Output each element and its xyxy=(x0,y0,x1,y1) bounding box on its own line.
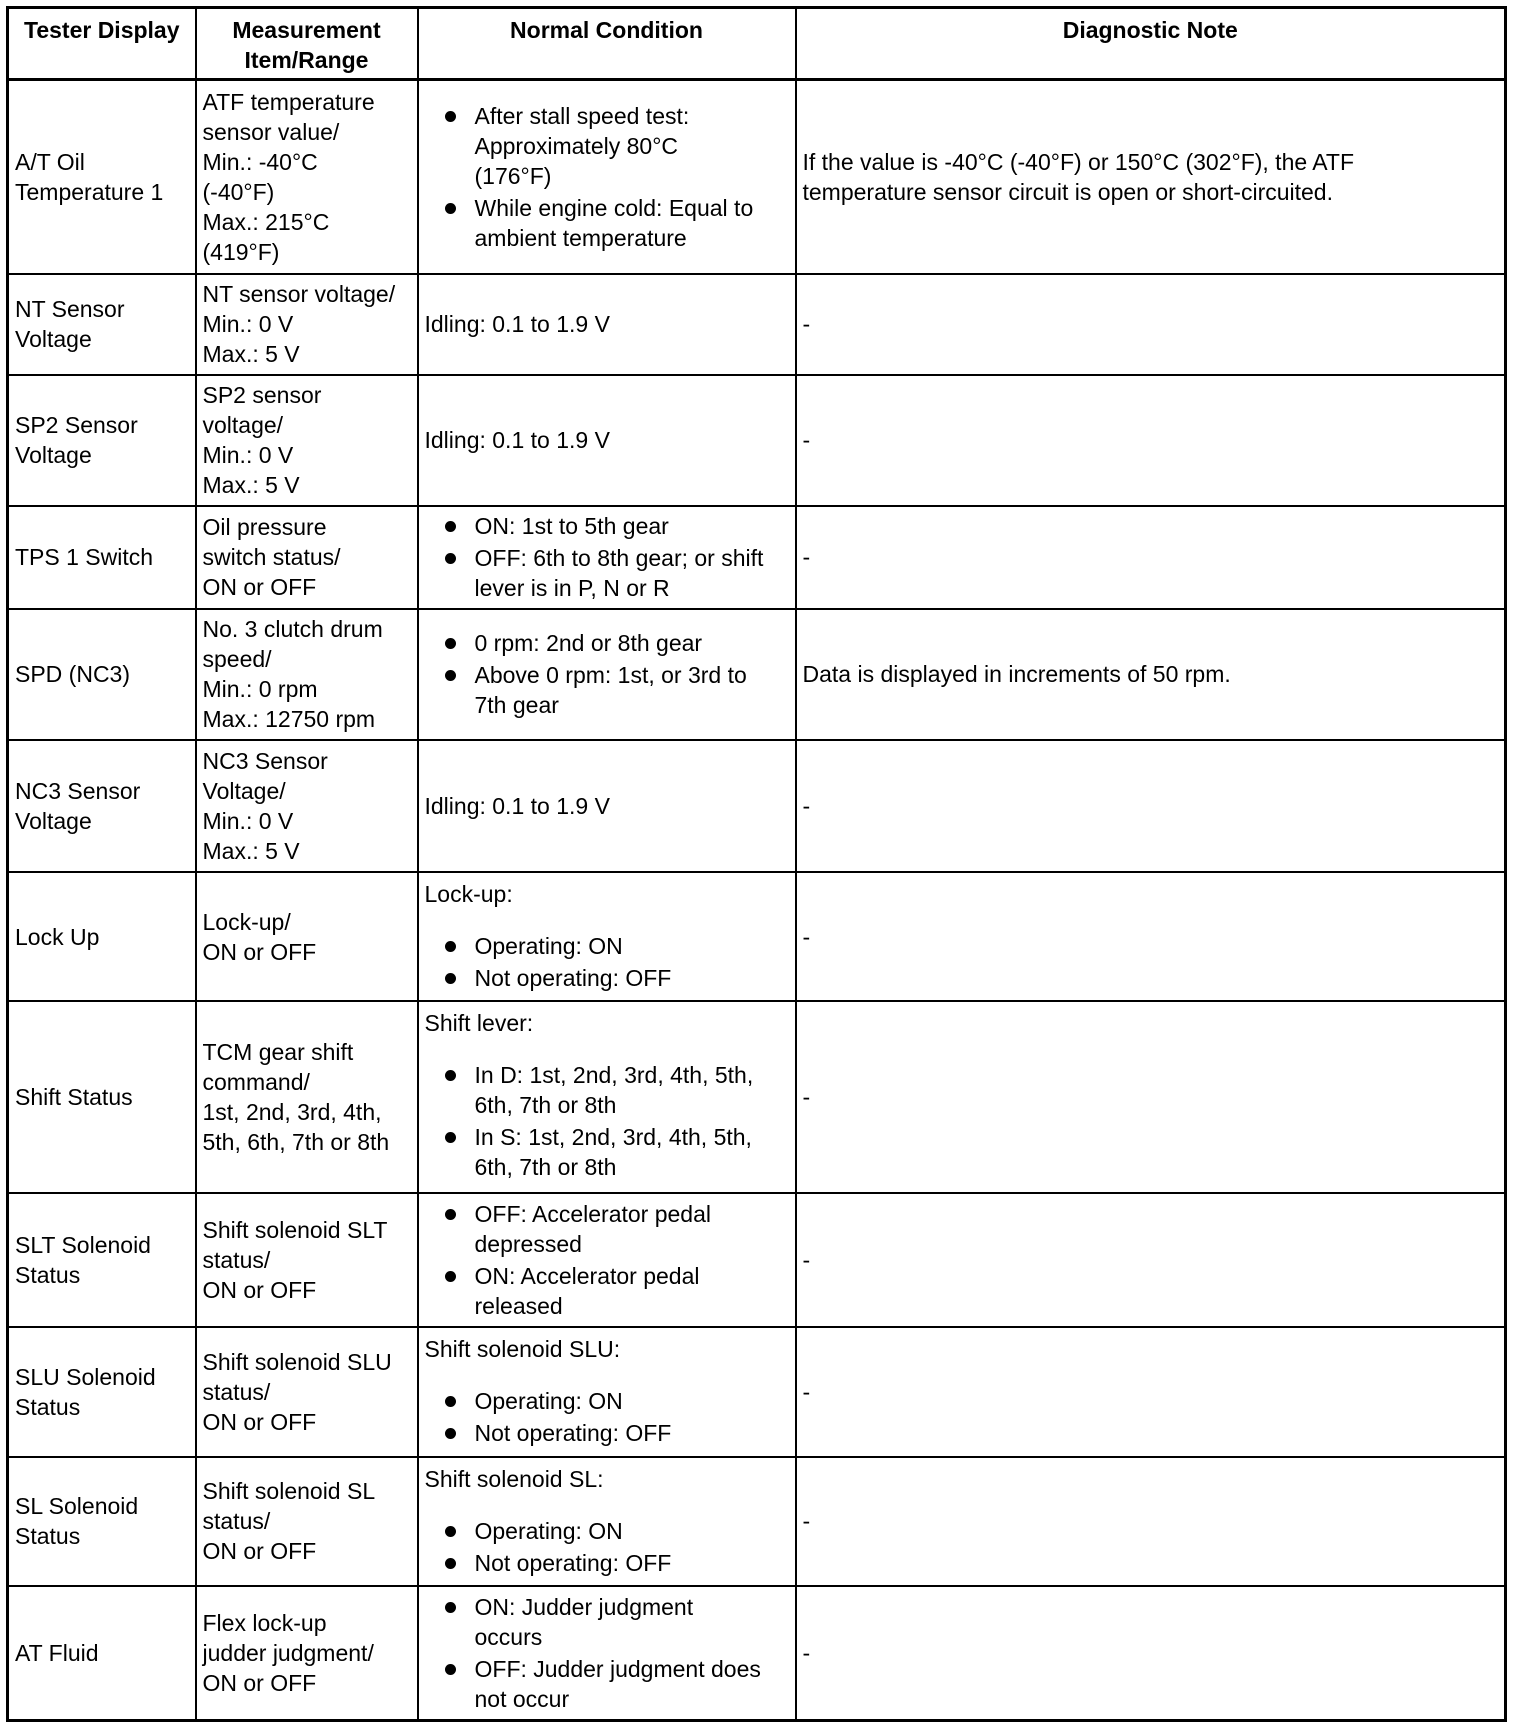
diagnostic-note-cell: - xyxy=(796,872,1506,1002)
tester-display-cell: A/T Oil Temperature 1 xyxy=(8,80,196,275)
condition-bullet-item: Above 0 rpm: 1st, or 3rd to 7th gear xyxy=(425,660,789,720)
condition-bullet-item: After stall speed test: Approximately 80°C (176°F) xyxy=(425,101,789,191)
normal-condition-cell xyxy=(418,1327,796,1457)
table-row xyxy=(8,274,1506,374)
table-row xyxy=(8,80,1506,275)
condition-bullet-item: Not operating: OFF xyxy=(425,1418,789,1448)
measurement-range-cell: NC3 Sensor Voltage/ Min.: 0 V Max.: 5 V xyxy=(196,740,418,872)
measurement-range-cell: Shift solenoid SLT status/ ON or OFF xyxy=(196,1193,418,1327)
measurement-range-cell: SP2 sensor voltage/ Min.: 0 V Max.: 5 V xyxy=(196,375,418,507)
condition-list xyxy=(425,628,789,720)
condition-bullet-item: In S: 1st, 2nd, 3rd, 4th, 5th, 6th, 7th or 8th xyxy=(425,1122,789,1182)
tester-display-cell: SLT Solenoid Status xyxy=(8,1193,196,1327)
condition-bullet-item: 0 rpm: 2nd or 8th gear xyxy=(425,628,789,658)
diagnostic-note-cell: - xyxy=(796,375,1506,507)
table-row xyxy=(8,1001,1506,1193)
condition-bullet-item: ON: Accelerator pedal released xyxy=(425,1261,789,1321)
normal-condition-cell xyxy=(418,375,796,507)
measurement-range-cell: Oil pressure switch status/ ON or OFF xyxy=(196,506,418,608)
table-row xyxy=(8,740,1506,872)
normal-condition-cell xyxy=(418,609,796,741)
diagnostic-note-cell: - xyxy=(796,1457,1506,1587)
condition-bullet-item: ON: 1st to 5th gear xyxy=(425,511,789,541)
condition-bullet-item: OFF: 6th to 8th gear; or shift lever is in P, N or R xyxy=(425,543,789,603)
header-diagnostic-note: Diagnostic Note xyxy=(796,8,1506,80)
condition-intro: Idling: 0.1 to 1.9 V xyxy=(424,427,610,454)
table-row xyxy=(8,1327,1506,1457)
condition-bullet-item: Operating: ON xyxy=(425,931,789,961)
tester-display-cell: Shift Status xyxy=(8,1001,196,1193)
measurement-range-cell: No. 3 clutch drum speed/ Min.: 0 rpm Max.: 12750 rpm xyxy=(196,609,418,741)
normal-condition-cell xyxy=(418,872,796,1002)
measurement-range-cell: Shift solenoid SLU status/ ON or OFF xyxy=(196,1327,418,1457)
table-row xyxy=(8,609,1506,741)
normal-condition-cell xyxy=(418,274,796,374)
diagnostic-note-cell: - xyxy=(796,506,1506,608)
measurement-range-cell: Lock-up/ ON or OFF xyxy=(196,872,418,1002)
condition-bullet-item: OFF: Judder judgment does not occur xyxy=(425,1654,789,1714)
header-tester-display: Tester Display xyxy=(8,8,196,80)
condition-bullet-item: Not operating: OFF xyxy=(425,963,789,993)
tester-display-cell: Lock Up xyxy=(8,872,196,1002)
normal-condition-cell xyxy=(418,1457,796,1587)
condition-list xyxy=(425,101,789,253)
header-normal-condition: Normal Condition xyxy=(418,8,796,80)
normal-condition-cell xyxy=(418,740,796,872)
condition-intro: Shift solenoid SLU: xyxy=(424,1336,621,1363)
condition-list xyxy=(425,1386,789,1448)
tester-display-cell: AT Fluid xyxy=(8,1586,196,1720)
condition-list xyxy=(425,1592,789,1714)
table-row xyxy=(8,872,1506,1002)
condition-intro: Lock-up: xyxy=(424,880,513,907)
header-measurement-item-range: Measurement Item/Range xyxy=(196,8,418,80)
tester-display-cell: SLU Solenoid Status xyxy=(8,1327,196,1457)
measurement-range-cell: Shift solenoid SL status/ ON or OFF xyxy=(196,1457,418,1587)
normal-condition-cell xyxy=(418,506,796,608)
measurement-range-cell: ATF temperature sensor value/ Min.: -40°C (-40°F) Max.: 215°C (419°F) xyxy=(196,80,418,275)
diagnostic-note-cell: - xyxy=(796,1193,1506,1327)
table-row xyxy=(8,1586,1506,1720)
measurement-range-cell: NT sensor voltage/ Min.: 0 V Max.: 5 V xyxy=(196,274,418,374)
measurement-range-cell: TCM gear shift command/ 1st, 2nd, 3rd, 4th, 5th, 6th, 7th or 8th xyxy=(196,1001,418,1193)
condition-intro: Idling: 0.1 to 1.9 V xyxy=(424,311,610,338)
diagnostic-note-cell: - xyxy=(796,1327,1506,1457)
tester-display-cell: NT Sensor Voltage xyxy=(8,274,196,374)
condition-bullet-item: ON: Judder judgment occurs xyxy=(425,1592,789,1652)
tester-display-cell: SL Solenoid Status xyxy=(8,1457,196,1587)
diagnostic-note-cell: - xyxy=(796,1001,1506,1193)
condition-bullet-item: Not operating: OFF xyxy=(425,1548,789,1578)
table-row xyxy=(8,375,1506,507)
table-row xyxy=(8,1457,1506,1587)
tester-display-cell: SPD (NC3) xyxy=(8,609,196,741)
header-row xyxy=(8,8,1506,80)
condition-list xyxy=(425,931,789,993)
diagnostic-note-cell: - xyxy=(796,274,1506,374)
normal-condition-cell xyxy=(418,1001,796,1193)
table-row xyxy=(8,506,1506,608)
tester-data-table xyxy=(6,6,1507,1722)
normal-condition-cell xyxy=(418,1193,796,1327)
tester-display-cell: NC3 Sensor Voltage xyxy=(8,740,196,872)
table-row xyxy=(8,1193,1506,1327)
diagnostic-note-cell: - xyxy=(796,1586,1506,1720)
condition-list xyxy=(425,511,789,603)
condition-bullet-item: Operating: ON xyxy=(425,1516,789,1546)
tester-display-cell: TPS 1 Switch xyxy=(8,506,196,608)
condition-list xyxy=(425,1516,789,1578)
condition-bullet-item: In D: 1st, 2nd, 3rd, 4th, 5th, 6th, 7th or 8th xyxy=(425,1060,789,1120)
condition-intro: Shift solenoid SL: xyxy=(424,1465,604,1492)
condition-intro: Shift lever: xyxy=(424,1010,534,1037)
tester-display-cell: SP2 Sensor Voltage xyxy=(8,375,196,507)
normal-condition-cell xyxy=(418,1586,796,1720)
condition-list xyxy=(425,1199,789,1321)
condition-bullet-item: While engine cold: Equal to ambient temperature xyxy=(425,193,789,253)
condition-bullet-item: Operating: ON xyxy=(425,1386,789,1416)
condition-intro: Idling: 0.1 to 1.9 V xyxy=(424,792,610,819)
condition-bullet-item: OFF: Accelerator pedal depressed xyxy=(425,1199,789,1259)
normal-condition-cell xyxy=(418,80,796,275)
diagnostic-note-cell: Data is displayed in increments of 50 rpm. xyxy=(796,609,1506,741)
diagnostic-note-cell: If the value is -40°C (-40°F) or 150°C (302°F), the ATF temperature sensor circuit is open or short-circuited. xyxy=(796,80,1506,275)
diagnostic-note-cell: - xyxy=(796,740,1506,872)
measurement-range-cell: Flex lock-up judder judgment/ ON or OFF xyxy=(196,1586,418,1720)
condition-list xyxy=(425,1060,789,1182)
